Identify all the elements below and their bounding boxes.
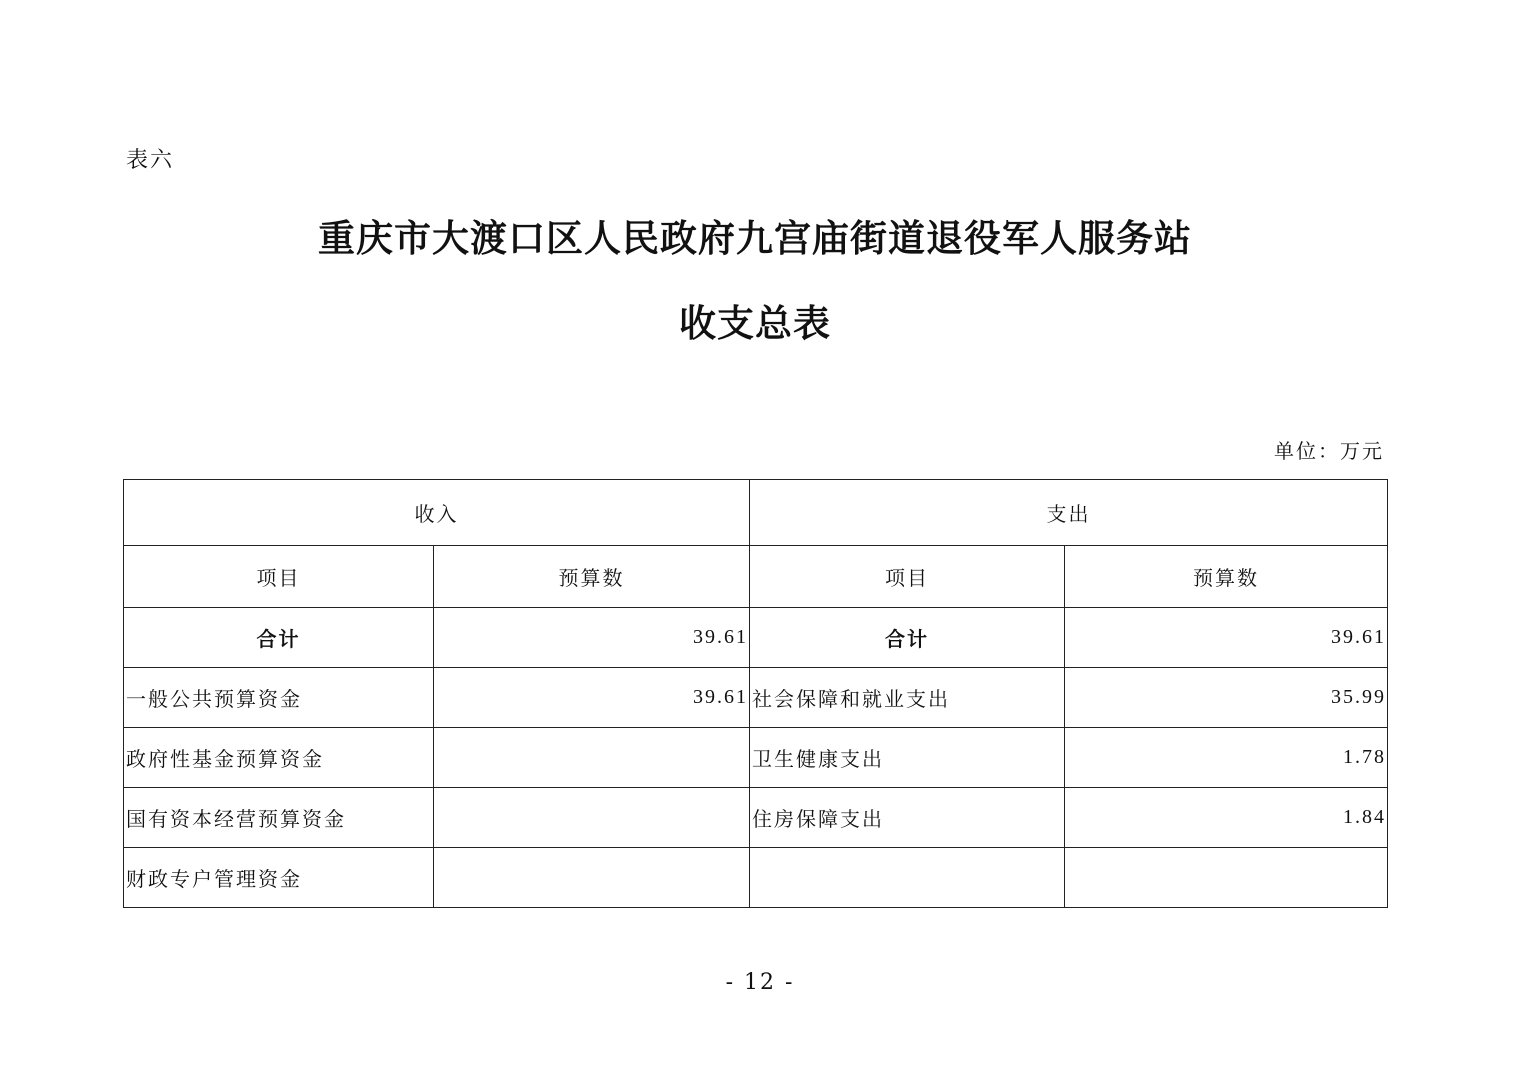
- expense-group-header: 支出: [750, 480, 1388, 546]
- income-item: 政府性基金预算资金: [124, 728, 434, 788]
- expense-total-amount: 39.61: [1065, 608, 1388, 668]
- income-amount: 39.61: [434, 668, 750, 728]
- income-expense-table: [123, 479, 1388, 908]
- expense-amount: 1.78: [1065, 728, 1388, 788]
- expense-item-header: 项目: [750, 546, 1065, 608]
- table-row: [124, 668, 1388, 728]
- unit-label: 单位：万元: [1274, 439, 1384, 463]
- expense-amount-header: 预算数: [1065, 546, 1388, 608]
- table-row: [124, 848, 1388, 908]
- document-subtitle: 收支总表: [679, 301, 831, 345]
- income-amount: [434, 728, 750, 788]
- column-header-row: [124, 546, 1388, 608]
- expense-amount: 35.99: [1065, 668, 1388, 728]
- page-number: - 12 -: [725, 970, 795, 995]
- table-row: [124, 788, 1388, 848]
- income-total-label: 合计: [124, 608, 434, 668]
- expense-item: 卫生健康支出: [750, 728, 1065, 788]
- table-row: [124, 728, 1388, 788]
- total-row: [124, 608, 1388, 668]
- table-label: 表六: [126, 148, 175, 173]
- income-item: 一般公共预算资金: [124, 668, 434, 728]
- income-group-header: 收入: [124, 480, 750, 546]
- expense-amount: [1065, 848, 1388, 908]
- income-amount: [434, 788, 750, 848]
- income-item: 国有资本经营预算资金: [124, 788, 434, 848]
- income-item: 财政专户管理资金: [124, 848, 434, 908]
- expense-item: [750, 848, 1065, 908]
- income-item-header: 项目: [124, 546, 434, 608]
- expense-item: 住房保障支出: [750, 788, 1065, 848]
- income-amount-header: 预算数: [434, 546, 750, 608]
- expense-item: 社会保障和就业支出: [750, 668, 1065, 728]
- group-header-row: [124, 480, 1388, 546]
- document-title: 重庆市大渡口区人民政府九宫庙街道退役军人服务站: [318, 216, 1192, 260]
- income-amount: [434, 848, 750, 908]
- expense-total-label: 合计: [750, 608, 1065, 668]
- expense-amount: 1.84: [1065, 788, 1388, 848]
- income-total-amount: 39.61: [434, 608, 750, 668]
